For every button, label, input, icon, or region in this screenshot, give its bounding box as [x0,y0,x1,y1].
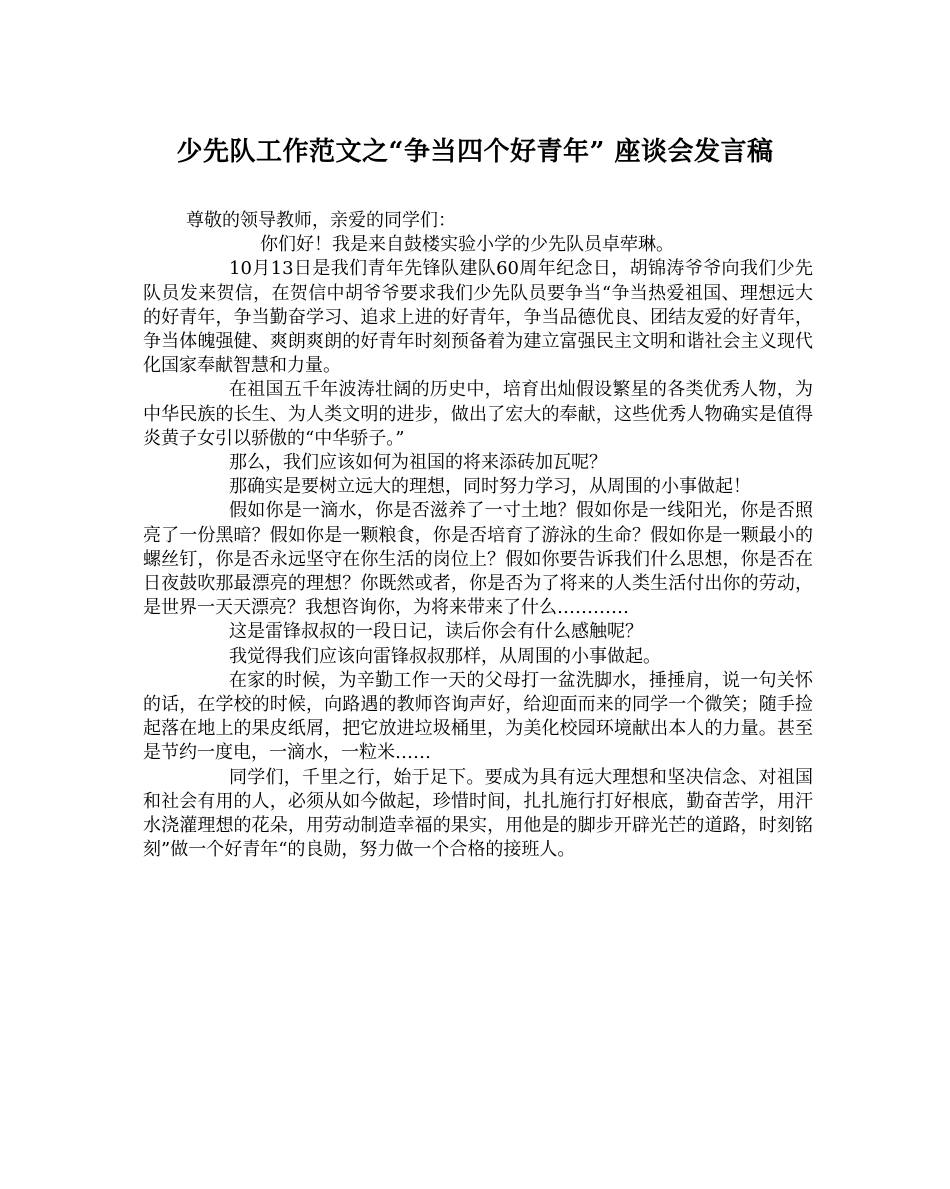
paragraph-7: 我觉得我们应该向雷锋叔叔那样，从周围的小事做起。 [229,645,661,667]
paragraph-6: 这是雷锋叔叔的一段日记，读后你会有什么感触呢？ [229,621,643,643]
document-title: 少先队工作范文之“争当四个好青年” 座谈会发言稿 [176,137,774,167]
paragraph-1: 10月13日是我们青年先锋队建队60周年纪念日，胡锦涛爷爷向我们少先队员发来贺信，在贺信中胡爷爷要求我们少先队员要争当“争当热爱祖国、理想远大的好青年，争当勤奋学习、追求上进的好青年，争当品德优良、团结友爱的好青年，争当体魄强健、爽朗爽朗的好青年时刻预备着为建立富强民主文明和谐社会主义现代化国家奉献智慧和力量。 [143,258,813,377]
salutation: 尊敬的领导教师，亲爱的同学们： [186,210,456,231]
paragraph-9: 同学们，千里之行，始于足下。要成为具有远大理想和坚决信念、对祖国和社会有用的人，必须从如今做起，珍惜时间，扎扎施行打好根底，勤奋苦学，用汗水浇灌理想的花朵，用劳动制造幸福的果实，用他是的脚步开辟光芒的道路，时刻铭刻”做一个好青年“的良勋，努力做一个合格的接班人。 [143,766,813,861]
paragraph-3: 那么，我们应该如何为祖国的将来添砖加瓦呢？ [229,452,607,474]
paragraph-4: 那确实是要树立远大的理想，同时努力学习，从周围的小事做起！ [229,476,751,498]
document-body [143,209,813,862]
paragraph-5: 假如你是一滴水，你是否滋养了一寸土地？假如你是一线阳光，你是否照亮了一份黑暗？假如你是一颗粮食，你是否培育了游泳的生命？假如你是一颗最小的螺丝钉，你是否永远坚守在你生活的岗位上？假如你要告诉我们什么思想，你是否在日夜鼓吹那最漂亮的理想？你既然或者，你是否为了将来的人类生活付出你的劳动，是世界一天天漂亮？我想咨询你，为将来带来了什么………… [143,500,813,619]
paragraph-2: 在祖国五千年波涛壮阔的历史中，培育出灿假设繁星的各类优秀人物，为中华民族的长生、为人类文明的进步，做出了宏大的奉献，这些优秀人物确实是值得炎黄子女引以骄傲的“中华骄子。” [143,379,813,449]
greeting: 你们好！我是来自鼓楼实验小学的少先队员卓荦琳。 [260,234,674,256]
paragraph-8: 在家的时候，为辛勤工作一天的父母打一盆洗脚水，捶捶肩，说一句关怀的话，在学校的时候，向路遇的教师咨询声好，给迎面而来的同学一个微笑；随手捡起落在地上的果皮纸屑，把它放进垃圾桶里，为美化校园环境献出本人的力量。甚至是节约一度电，一滴水，一粒米…… [143,669,813,764]
